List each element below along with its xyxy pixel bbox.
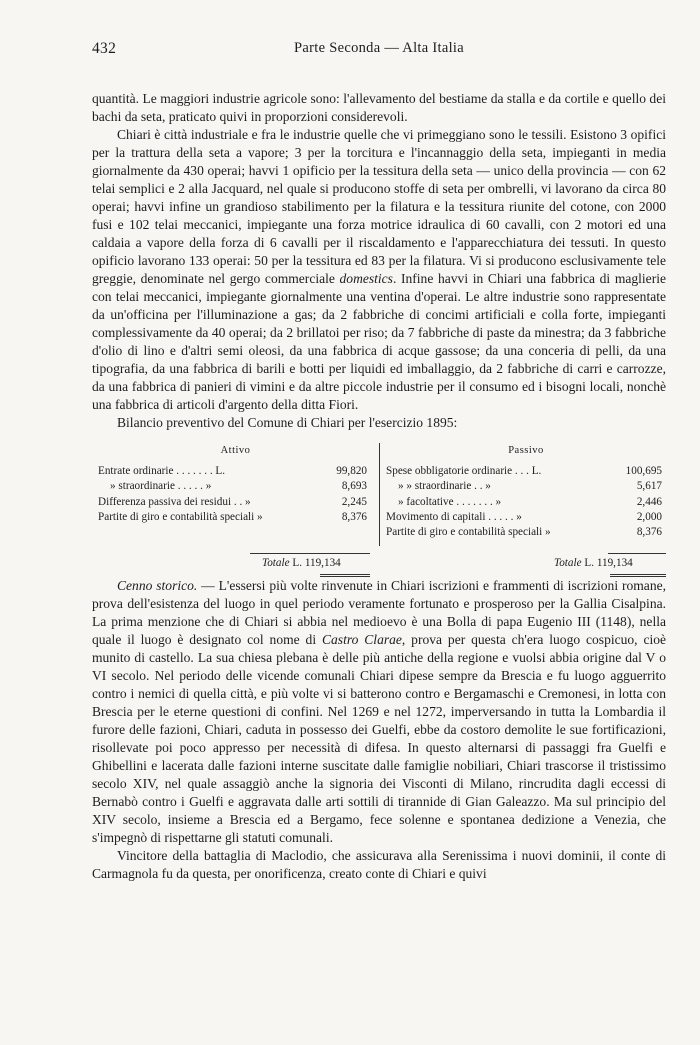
row-label: Movimento di capitali . . . . . »	[386, 510, 522, 523]
row-label: » » straordinarie . . »	[398, 480, 491, 493]
page-body	[92, 90, 666, 883]
table-row	[98, 495, 373, 510]
industries-text-a: Chiari è città industriale e fra le industrie quelle che vi primeggiano sono le tessili. Esistono 3 opifici per la trattura della seta a vapore; 3 per la torcitura e l'incannaggio della seta, impieganti in media giornalmente da 430 operai; havvi 1 opificio per la tessitura della seta — unico della provincia — con 62 telai semplici e 2 alla Jacquard, nel quale si producono stoffe di seta per ombrelli, vi lavorano da circa 80 operai; havvi infine un grandioso stabilimento per la filatura e la tessitura riunite del cotone, con 2000 fusi e 102 telai meccanici, impiegante una forza motrice idraulica di 60 cavalli, con 2 motori ed una caldaia a vapore della forza di 6 cavalli per il riscaldamento e l'apparecchiatura dei tessuti. In questo opificio lavorano 133 operai: 50 per la tessitura ed 83 per la filatura. Vi si producono esclusivamente tele greggie, denominate nel gergo commerciale	[92, 127, 666, 286]
budget-passivo-column	[379, 443, 666, 546]
history-text-b: , prova per questa ch'era luogo cospicuo, cioè munito di castello. La sua chiesa plebana è delle più antiche della regione e vuolsi abbia origine dal V o VI secolo. Nel periodo delle vicende comunali Chiari dipese sempre da Brescia e fu luogo agguerrito contro i nemici di quella città, e più volte vi si batterono contro e Bergamaschi e Cremonesi, in lotta con Brescia per le eterne questioni di confini. Nel 1269 e nel 1272, imperversando in tutta la Lombardia il furore delle fazioni, Chiari, caduta in possesso dei Guelfi, ebbe da costoro demolite le sue fortificazioni, risollevate poi poco appresso per necessità di difesa. In questo alternarsi di passaggi fra Guelfi e Ghibellini e lacerata dalle fazioni interne suscitate dalle famiglie nobiliari, Chiari trascorse il tristissimo secolo XIV, nel quale assaggiò anche la signoria dei Visconti di Milano, rincrudita dagli eccessi di Bernabò contro i Guelfi e aggravata dalle arti sottili di tirannide di Gian Galeazzo. Ma sul principio del XIV secolo, insieme a Brescia ed a Bergamo, fece solenne e spontanea dedizione a Venezia, che s'impegnò di rispettarne gli statuti comunali.	[92, 632, 667, 845]
row-value: 99,820	[336, 465, 367, 478]
page-number: 432	[92, 40, 117, 57]
table-row	[98, 479, 373, 494]
row-value: 2,245	[341, 495, 367, 508]
total-value: 119,134	[304, 557, 341, 569]
paragraph-agriculture: quantità. Le maggiori industrie agricole sono: l'allevamento del bestiame da stalla e da cortile e quello dei bachi da seta, praticato quivi in proporzioni considerevoli.	[92, 91, 666, 124]
budget-attivo-column	[98, 443, 373, 525]
row-label: Partite di giro e contabilità speciali »	[98, 510, 263, 523]
history-name-italic: Castro Clarae	[321, 632, 402, 647]
paragraph-carmagnola: Vincitore della battaglia di Maclodio, che assicurava alla Serenissima i nuovi dominii, il conte di Carmagnola fu da questa, per onorificenza, creato conte di Chiari e quivi	[92, 848, 666, 881]
table-row	[386, 525, 666, 540]
passivo-heading: Passivo	[508, 445, 544, 456]
paragraph-budget-intro: Bilancio preventivo del Comune di Chiari per l'esercizio 1895:	[117, 415, 458, 430]
passivo-total	[554, 556, 633, 571]
total-currency: L.	[292, 557, 303, 569]
table-row	[386, 464, 666, 479]
paragraph-history	[92, 577, 666, 847]
row-label: Partite di giro e contabilità speciali »	[386, 525, 551, 538]
attivo-heading: Attivo	[220, 445, 251, 456]
industries-term-italic: domestics	[339, 271, 393, 286]
row-value: 8,376	[636, 525, 662, 538]
table-row	[98, 464, 373, 479]
passivo-total-rule	[608, 553, 666, 554]
row-value: 8,693	[341, 480, 367, 493]
total-value: 119,134	[596, 557, 633, 569]
passivo-double-rule	[610, 574, 666, 577]
row-label: » facoltative . . . . . . . »	[398, 495, 502, 508]
row-label: Differenza passiva dei residui . . »	[98, 495, 251, 508]
running-title: Parte Seconda — Alta Italia	[294, 40, 464, 56]
total-currency: L.	[584, 557, 595, 569]
attivo-total	[262, 556, 341, 571]
table-row	[386, 495, 666, 510]
row-value: 2,446	[636, 495, 662, 508]
budget-table	[92, 443, 666, 577]
row-label: Entrate ordinarie . . . . . . . L.	[98, 465, 226, 478]
attivo-double-rule	[320, 574, 370, 577]
history-text-a: — L'essersi più volte rinvenute in Chiari iscrizioni e frammenti di iscrizioni romane, prova dell'esistenza del luogo in quel periodo veramente fortunato e prosperoso per la Gallia Cisalpina. La prima menzione che di Chiari si abbia nel medioevo è una Bolla di papa Eugenio III (1148), nella quale il luogo è designato col nome di	[92, 578, 666, 647]
row-value: 2,000	[636, 510, 662, 523]
row-value: 5,617	[636, 480, 662, 493]
history-heading-italic: Cenno storico.	[117, 578, 198, 593]
industries-text-b: . Infine havvi in Chiari una fabbrica di maglierie con telai meccanici, impiegante giornalmente una ventina d'operai. Le altre industrie sono rappresentate da un'officina per l'illuminazione a gas; da 2 fabbriche di concimi artificiali e colla forte, impieganti complessivamente da 40 operai; da 2 brillatoi per riso; da 7 fabbriche di paste da minestra; da 3 fabbriche d'olio di lino e d'altri semi oleosi, da una fabbrica di acque gassose; da una conceria di pelli, da una tipografia, da una fabbrica di barili e botti per liquidi ed imballaggio, da 2 fabbriche di carri e carrozze, da una fabbrica di panieri di vimini e da altre piccole industrie per il consumo ed i bisogni locali, nonchè una fabbrica di articoli d'argento della ditta Fiori.	[92, 271, 666, 412]
paragraph-industries	[92, 126, 666, 414]
attivo-total-rule	[250, 553, 370, 554]
row-label: Spese obbligatorie ordinarie . . . L.	[386, 465, 542, 478]
total-label: Totale	[262, 557, 290, 569]
page-header	[92, 40, 666, 58]
table-row	[386, 510, 666, 525]
table-row	[98, 510, 373, 525]
total-label: Totale	[554, 557, 582, 569]
table-row	[386, 479, 666, 494]
row-value: 8,376	[341, 510, 367, 523]
row-label: » straordinarie . . . . . »	[110, 480, 212, 493]
row-value: 100,695	[625, 465, 662, 478]
